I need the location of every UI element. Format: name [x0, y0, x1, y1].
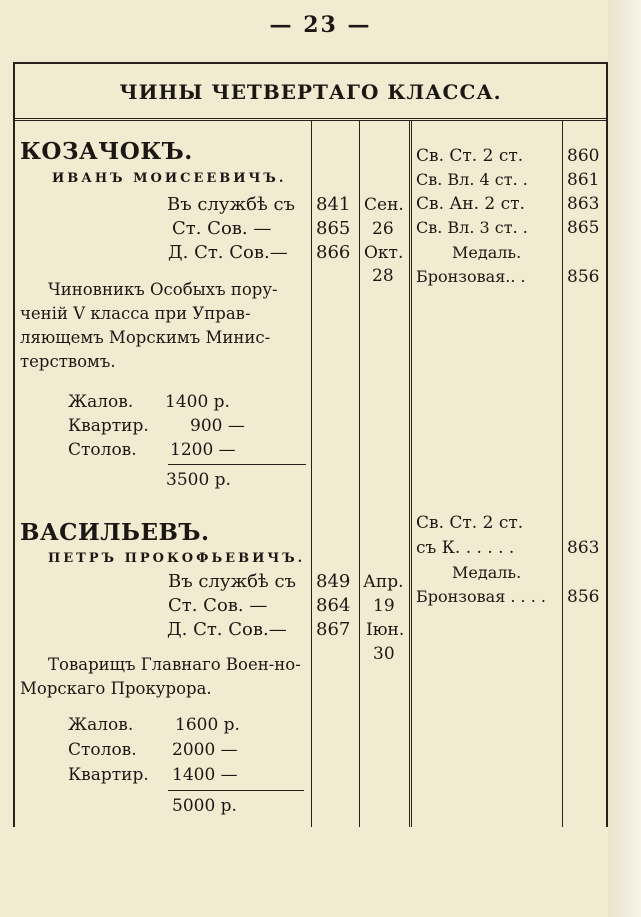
service-year: 867: [316, 619, 351, 640]
salary-amount: 1200 —: [170, 440, 236, 460]
column-divider-award-year: [562, 120, 563, 827]
award-text: Бронзовая . . . .: [416, 587, 546, 606]
service-date: 26: [372, 219, 394, 239]
award-text: Св. Ст. 2 ст.: [416, 146, 524, 166]
service-date: 30: [373, 644, 395, 664]
entry-position: Чиновникъ Особыхъ пору-ченій V класса при Управ-ляющемъ Морскимъ Минис-терствомъ.: [20, 280, 278, 371]
service-date: 28: [372, 266, 394, 286]
award-year: 863: [567, 194, 600, 214]
column-divider-awards: [409, 120, 412, 827]
salary-label: Жалов.: [68, 715, 134, 735]
entry-patronym: ПЕТРЪ ПРОКОФЬЕВИЧЪ.: [48, 551, 306, 566]
service-date: Іюн.: [366, 620, 405, 640]
salary-label: Столов.: [68, 440, 137, 460]
salary-amount: 1400 р.: [165, 392, 230, 412]
service-date: Апр.: [363, 572, 404, 592]
service-label: Ст. Сов. —: [168, 595, 268, 616]
salary-sum-rule: [168, 464, 306, 465]
column-divider-service-date: [359, 120, 360, 827]
service-year: 841: [316, 194, 351, 215]
table-header: [15, 74, 606, 121]
page-number: — 23 —: [269, 12, 372, 38]
award-year: 863: [567, 538, 600, 558]
award-text: Св. Вл. 3 ст. .: [416, 218, 528, 237]
service-date: Сен.: [364, 195, 404, 215]
award-text: Св. Ст. 2 ст.: [416, 513, 524, 533]
award-text: Медаль.: [452, 243, 522, 262]
salary-amount: 1400 —: [172, 765, 238, 785]
service-label: Д. Ст. Сов.—: [167, 619, 287, 640]
salary-label: Столов.: [68, 740, 137, 760]
award-year: 860: [567, 146, 600, 166]
column-divider-service-year: [311, 120, 312, 827]
entry-surname: КОЗАЧОКЪ.: [20, 138, 193, 165]
service-label: Д. Ст. Сов.—: [168, 242, 288, 263]
award-text: Бронзовая.. .: [416, 267, 526, 286]
award-text: Св. Ан. 2 ст.: [416, 194, 525, 214]
award-year: 856: [567, 267, 600, 287]
award-year: 861: [567, 170, 600, 190]
salary-label: Квартир.: [68, 416, 149, 436]
salary-label: Жалов.: [68, 392, 134, 412]
award-year: 865: [567, 218, 600, 238]
salary-amount: 2000 —: [172, 740, 238, 760]
service-year: 866: [316, 242, 351, 263]
service-year: 865: [316, 218, 351, 239]
award-text: Св. Вл. 4 ст. .: [416, 170, 528, 189]
salary-sum-rule: [168, 790, 304, 791]
entry-surname: ВАСИЛЬЕВЪ.: [20, 519, 210, 546]
service-year: 849: [316, 571, 351, 592]
service-label: Ст. Сов. —: [172, 218, 272, 239]
award-text: Медаль.: [452, 563, 522, 582]
service-label: Въ службѣ съ: [167, 194, 296, 215]
salary-amount: 1600 р.: [175, 715, 240, 735]
service-year: 864: [316, 595, 351, 616]
service-date: Окт.: [364, 243, 404, 263]
service-date: 19: [373, 596, 395, 616]
page-edge-shadow: [608, 0, 641, 917]
service-label: Въ службѣ съ: [168, 571, 297, 592]
salary-total: 5000 р.: [172, 796, 237, 816]
entry-position: Товарищъ Главнаго Воен-но-Морскаго Прокурора.: [20, 655, 301, 698]
page-title: ЧИНЫ ЧЕТВЕРТАГО КЛАССА.: [119, 80, 502, 104]
salary-amount: 900 —: [190, 416, 245, 436]
award-text: съ К. . . . . .: [416, 538, 515, 558]
salary-total: 3500 р.: [166, 470, 231, 490]
salary-label: Квартир.: [68, 765, 149, 785]
award-year: 856: [567, 587, 600, 607]
entry-patronym: ИВАНЪ МОИСЕЕВИЧЪ.: [52, 171, 287, 186]
